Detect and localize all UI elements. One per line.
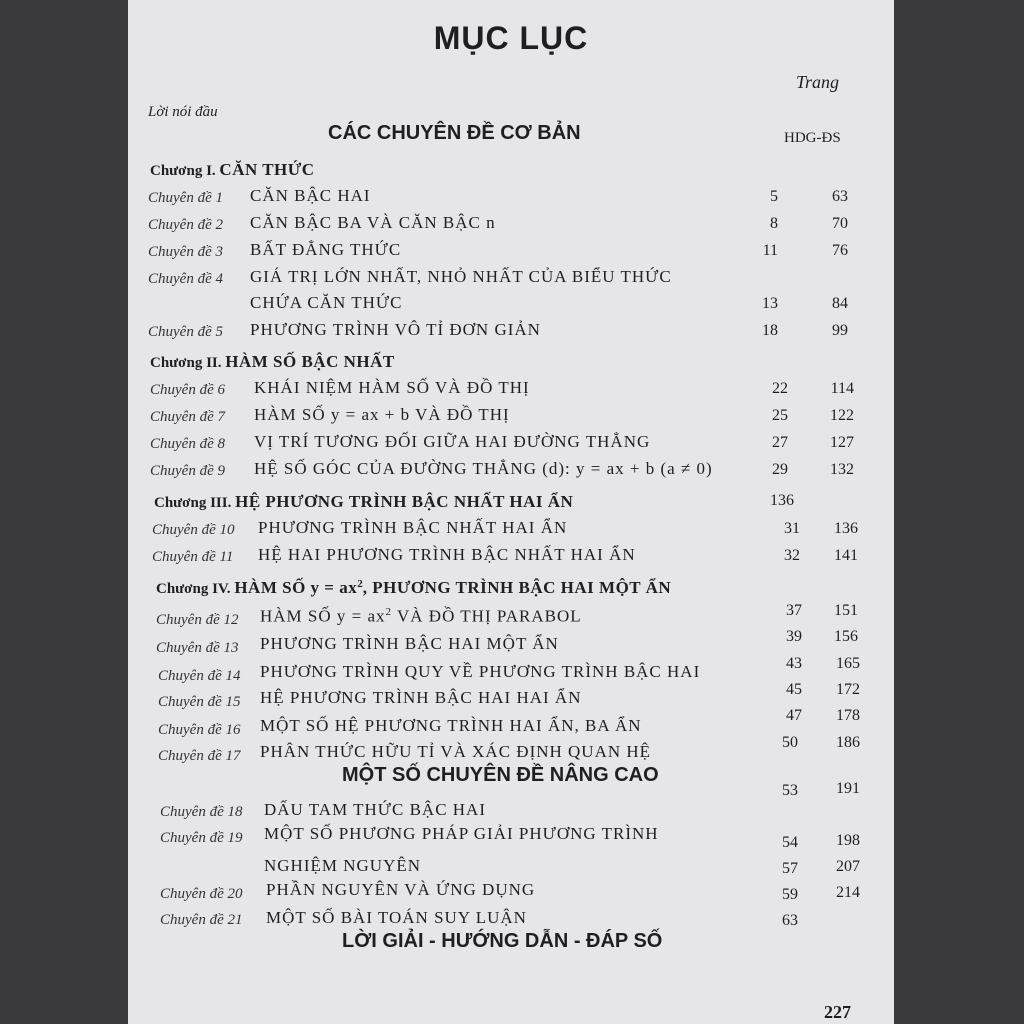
topic-label: Chuyên đề 1: [148, 190, 223, 206]
topic-title: PHƯƠNG TRÌNH QUY VỀ PHƯƠNG TRÌNH BẬC HAI: [260, 662, 701, 681]
chapter-label: Chương IV.: [156, 581, 231, 597]
chapter-4: [156, 578, 671, 598]
section-advanced: MỘT SỐ CHUYÊN ĐỀ NÂNG CAO: [342, 764, 659, 786]
topic-title-cont: NGHIỆM NGUYÊN: [264, 856, 422, 875]
topic-page: 53: [782, 782, 798, 799]
topic-title: BẤT ĐẲNG THỨC: [250, 240, 402, 259]
chapter-label: Chương II.: [150, 355, 222, 371]
topic-hdg: 84: [832, 295, 848, 312]
topic-title: MỘT SỐ PHƯƠNG PHÁP GIẢI PHƯƠNG TRÌNH: [264, 824, 659, 843]
topic-hdg: 132: [830, 461, 854, 478]
chapter-name: HỆ PHƯƠNG TRÌNH BẬC NHẤT HAI ẨN: [235, 492, 574, 511]
topic-page: 25: [772, 407, 788, 424]
topic-label: Chuyên đề 11: [152, 549, 234, 565]
topic-title: MỘT SỐ HỆ PHƯƠNG TRÌNH HAI ẨN, BA ẨN: [260, 716, 642, 735]
topic-page: 27: [772, 434, 788, 451]
superscript: 2: [385, 606, 393, 618]
topic-label: Chuyên đề 14: [158, 668, 241, 684]
topic-label: Chuyên đề 18: [160, 804, 243, 820]
topic-page: 39: [786, 628, 802, 645]
topic-hdg: 63: [832, 188, 848, 205]
topic-label: Chuyên đề 7: [150, 409, 225, 425]
topic-title-cont: CHỨA CĂN THỨC: [250, 293, 403, 312]
topic-label: Chuyên đề 9: [150, 463, 225, 479]
topic-page: 29: [772, 461, 788, 478]
topic-label: Chuyên đề 20: [160, 886, 243, 902]
topic-label: Chuyên đề 10: [152, 522, 235, 538]
topic-hdg: 156: [834, 628, 858, 645]
topic-title: PHƯƠNG TRÌNH VÔ TỈ ĐƠN GIẢN: [250, 320, 541, 339]
topic-hdg: 114: [830, 380, 854, 397]
trang-label: Trang: [796, 72, 840, 92]
topic-hdg: 186: [836, 734, 860, 751]
page-number: 227: [824, 1002, 851, 1022]
topic-hdg: 136: [834, 520, 858, 537]
topic-label: Chuyên đề 17: [158, 748, 241, 764]
topic-label: Chuyên đề 19: [160, 830, 243, 846]
topic-hdg: 165: [836, 655, 860, 672]
topic-hdg-2: 207: [836, 858, 860, 875]
topic-page: 59: [782, 886, 798, 903]
topic-title: PHƯƠNG TRÌNH BẬC NHẤT HAI ẨN: [258, 518, 568, 537]
section-basic: CÁC CHUYÊN ĐỀ CƠ BẢN: [328, 122, 581, 144]
superscript: 2: [357, 578, 363, 590]
topic-title: GIÁ TRỊ LỚN NHẤT, NHỎ NHẤT CỦA BIỂU THỨC: [250, 267, 672, 286]
chapter-1: [150, 160, 315, 180]
topic-page-2: 57: [782, 860, 798, 877]
topic-title: CĂN BẬC HAI: [250, 186, 371, 205]
chapter-2: [150, 352, 395, 372]
topic-label: Chuyên đề 12: [156, 612, 239, 628]
book-page: [128, 0, 894, 1024]
topic-page: 11: [762, 242, 778, 259]
topic-title: VỊ TRÍ TƯƠNG ĐỐI GIỮA HAI ĐƯỜNG THẲNG: [254, 432, 651, 451]
topic-label: Chuyên đề 16: [158, 722, 241, 738]
topic-hdg: 191: [836, 780, 860, 797]
topic-hdg: 178: [836, 707, 860, 724]
topic-page: 47: [786, 707, 802, 724]
chapter-name: HÀM SỐ BẬC NHẤT: [225, 352, 395, 371]
topic-title: MỘT SỐ BÀI TOÁN SUY LUẬN: [266, 908, 527, 927]
topic-title: DẤU TAM THỨC BẬC HAI: [264, 800, 486, 819]
topic-hdg: 172: [836, 681, 860, 698]
topic-hdg: 141: [834, 547, 858, 564]
topic-hdg: 198: [836, 832, 860, 849]
chapter-name: CĂN THỨC: [219, 160, 315, 179]
chapter-label: Chương I.: [150, 163, 216, 179]
topic-label: Chuyên đề 5: [148, 324, 223, 340]
topic-page: 50: [782, 734, 798, 751]
intro-label: Lời nói đầu: [148, 104, 218, 120]
topic-title: CĂN BẬC BA VÀ CĂN BẬC n: [250, 213, 496, 232]
topic-title: PHƯƠNG TRÌNH BẬC HAI MỘT ẨN: [260, 634, 559, 653]
chapter-name-rest: , PHƯƠNG TRÌNH BẬC HAI MỘT ẨN: [362, 578, 672, 597]
topic-title: HỆ SỐ GÓC CỦA ĐƯỜNG THẲNG (d): y = ax + b (a ≠ 0): [254, 459, 713, 478]
topic-hdg: 70: [832, 215, 848, 232]
topic-page: 63: [782, 912, 798, 929]
topic-label: Chuyên đề 2: [148, 217, 223, 233]
topic-label: Chuyên đề 13: [156, 640, 239, 656]
topic-hdg: 99: [832, 322, 848, 339]
topic-page: 37: [786, 602, 802, 619]
topic-title: PHẦN NGUYÊN VÀ ỨNG DỤNG: [266, 880, 536, 899]
topic-hdg: 151: [834, 602, 858, 619]
topic-page: 5: [770, 188, 778, 205]
topic-title: HỆ HAI PHƯƠNG TRÌNH BẬC NHẤT HAI ẨN: [258, 545, 636, 564]
section-solutions: LỜI GIẢI - HƯỚNG DẪN - ĐÁP SỐ: [342, 930, 663, 952]
chapter-label: Chương III.: [154, 495, 232, 511]
page-title: MỤC LỤC: [433, 20, 589, 56]
topic-label: Chuyên đề 6: [150, 382, 225, 398]
topic-hdg: 127: [830, 434, 854, 451]
topic-page: 8: [770, 215, 778, 232]
topic-label: Chuyên đề 8: [150, 436, 225, 452]
topic-title: KHÁI NIỆM HÀM SỐ VÀ ĐỒ THỊ: [254, 378, 530, 397]
topic-label: Chuyên đề 15: [158, 694, 241, 710]
topic-title: PHÂN THỨC HỮU TỈ VÀ XÁC ĐỊNH QUAN HỆ: [260, 742, 652, 761]
topic-label: Chuyên đề 21: [160, 912, 243, 928]
topic-title: HỆ PHƯƠNG TRÌNH BẬC HAI HAI ẨN: [260, 688, 582, 707]
chapter-page: 136: [770, 492, 794, 509]
topic-page: 54: [782, 834, 798, 851]
topic-page: 45: [786, 681, 802, 698]
topic-title: HÀM SỐ y = ax + b VÀ ĐỒ THỊ: [254, 405, 510, 424]
chapter-name: HÀM SỐ y = ax: [234, 578, 358, 597]
topic-page: 31: [784, 520, 800, 537]
topic-label: Chuyên đề 3: [148, 244, 223, 260]
topic-page: 22: [772, 380, 788, 397]
topic-page: 43: [786, 655, 802, 672]
topic-page: 13: [762, 295, 778, 312]
topic-page: 32: [784, 547, 800, 564]
topic-hdg: 122: [830, 407, 854, 424]
topic-hdg: 214: [836, 884, 860, 901]
topic-page: 18: [762, 322, 778, 339]
topic-label: Chuyên đề 4: [148, 271, 223, 287]
topic-hdg: 76: [832, 242, 848, 259]
topic-title: HÀM SỐ $y = ax^2$ VÀ ĐỒ THỊ PARABOL: [260, 606, 582, 626]
hdg-label: HDG-ĐS: [784, 130, 841, 146]
chapter-3: [154, 492, 573, 512]
